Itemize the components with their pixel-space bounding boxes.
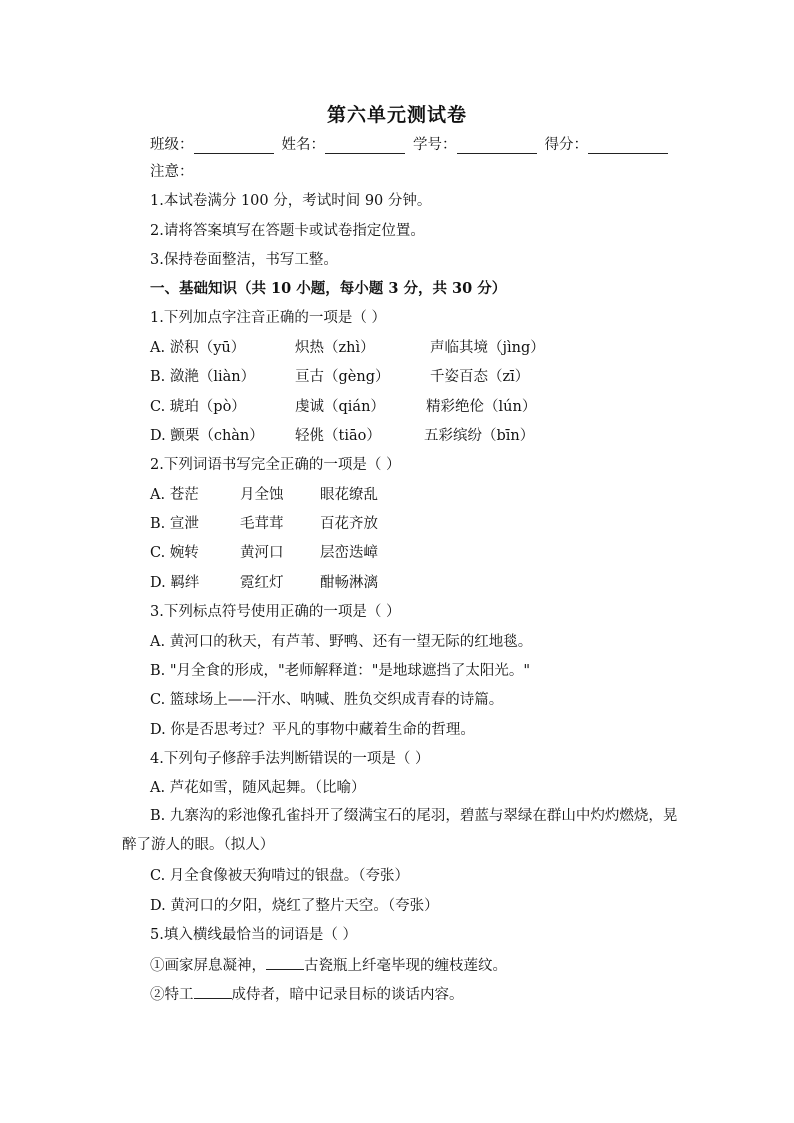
option-part: 毛茸茸: [240, 516, 284, 532]
question-4-option-a[interactable]: A. 芦花如雪，随风起舞。（比喻）: [150, 780, 366, 796]
section-heading: 一、基础知识（共 10 小题，每小题 3 分，共 30 分）: [150, 280, 507, 297]
option-part: B. 潋滟（liàn）: [150, 369, 256, 385]
option-part: 炽热（zhì）: [295, 340, 375, 356]
score-blank[interactable]: [588, 139, 668, 154]
option-part: B. 宣泄: [150, 516, 199, 532]
page-title: 第六单元测试卷: [326, 104, 467, 126]
option-part: D. 颤栗（chàn）: [150, 428, 264, 444]
notice-item: 2.请将答案填写在答题卡或试卷指定位置。: [150, 223, 425, 239]
sentence-prefix: ①画家屏息凝神，: [150, 958, 266, 974]
option-part: 五彩缤纷（bīn）: [424, 428, 535, 444]
question-4-stem: 4.下列句子修辞手法判断错误的一项是（ ）: [150, 751, 430, 767]
notice-item: 1.本试卷满分 100 分，考试时间 90 分钟。: [150, 193, 432, 209]
question-5-stem: 5.填入横线最恰当的词语是（ ）: [150, 927, 357, 943]
score-label: 得分：: [544, 137, 588, 153]
id-label: 学号：: [413, 137, 457, 153]
question-4-option-b[interactable]: B. 九寨沟的彩池像孔雀抖开了缀满宝石的尾羽，碧蓝与翠绿在群山中灼灼燃烧，晃醉了游人的眼。（拟人）: [122, 808, 678, 853]
question-3-stem: 3.下列标点符号使用正确的一项是（ ）: [150, 604, 401, 620]
question-2-stem: 2.下列词语书写完全正确的一项是（ ）: [150, 457, 401, 473]
question-3-option-d[interactable]: D. 你是否思考过？平凡的事物中藏着生命的哲理。: [150, 722, 475, 738]
question-1-stem: 1.下列加点字注音正确的一项是（ ）: [150, 310, 386, 326]
answer-blank[interactable]: [266, 955, 304, 970]
name-blank[interactable]: [325, 139, 405, 154]
name-label: 姓名：: [281, 137, 325, 153]
question-3-option-b[interactable]: B. "月全食的形成，"老师解释道："是地球遮挡了太阳光。": [150, 663, 531, 679]
option-part: 黄河口: [240, 545, 284, 561]
option-part: 千姿百态（zī）: [430, 369, 530, 385]
option-part: A. 淤积（yū）: [150, 340, 246, 356]
option-part: 酣畅淋漓: [320, 575, 378, 591]
student-info-row: [150, 133, 680, 154]
notice-item: 3.保持卷面整洁，书写工整。: [150, 252, 338, 268]
sentence-suffix: 成侍者，暗中记录目标的谈话内容。: [231, 987, 464, 1003]
answer-blank[interactable]: [194, 984, 232, 999]
option-part: C. 琥珀（pò）: [150, 399, 246, 415]
option-part: C. 婉转: [150, 545, 199, 561]
option-part: 霓红灯: [240, 575, 284, 591]
question-5-sentence-2: [150, 984, 464, 1005]
option-part: 虔诚（qián）: [295, 399, 385, 415]
notice-heading: 注意：: [150, 164, 194, 180]
question-4-option-c[interactable]: C. 月全食像被天狗啃过的银盘。（夸张）: [150, 868, 410, 884]
option-part: 轻佻（tiāo）: [295, 428, 381, 444]
sentence-suffix: 古瓷瓶上纤毫毕现的缠枝莲纹。: [304, 958, 507, 974]
option-part: D. 羁绊: [150, 575, 200, 591]
question-5-sentence-1: [150, 955, 507, 976]
option-part: 百花齐放: [320, 516, 378, 532]
question-3-option-c[interactable]: C. 篮球场上——汗水、呐喊、胜负交织成青春的诗篇。: [150, 692, 504, 708]
option-part: A. 苍茫: [150, 487, 199, 503]
sentence-prefix: ②特工: [150, 987, 194, 1003]
class-label: 班级：: [150, 137, 194, 153]
option-part: 月全蚀: [240, 487, 284, 503]
question-3-option-a[interactable]: A. 黄河口的秋天，有芦苇、野鸭、还有一望无际的红地毯。: [150, 634, 533, 650]
option-part: 精彩绝伦（lún）: [426, 399, 537, 415]
option-part: 声临其境（jìng）: [430, 340, 545, 356]
option-part: 层峦迭嶂: [320, 545, 378, 561]
option-part: 亘古（gèng）: [295, 369, 390, 385]
question-4-option-d[interactable]: D. 黄河口的夕阳，烧红了整片天空。（夸张）: [150, 898, 439, 914]
option-part: 眼花缭乱: [320, 487, 378, 503]
id-blank[interactable]: [457, 139, 537, 154]
class-blank[interactable]: [194, 139, 274, 154]
